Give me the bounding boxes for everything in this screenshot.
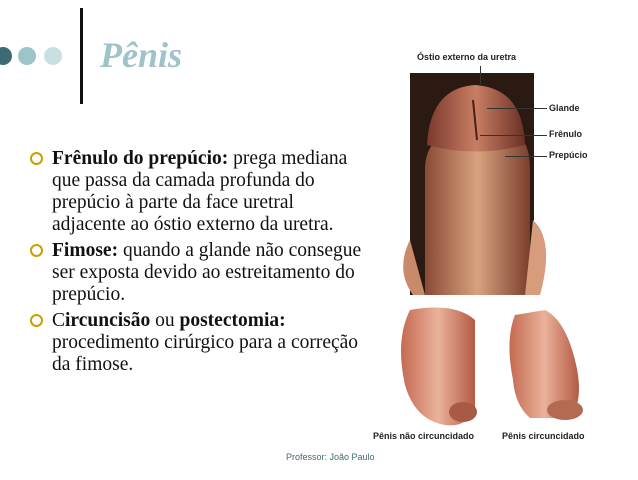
bullet-text: prega mediana que passa da camada profunda do prepúcio à parte da face uretral adjacente ao óstio externo da uretra. <box>52 148 348 235</box>
bullet-circle-icon <box>30 244 43 257</box>
bullet-term: postectomia: <box>179 310 286 331</box>
leader-frenulo <box>480 135 547 136</box>
label-ostio: Óstio externo da uretra <box>417 52 517 62</box>
slide-title: Pênis <box>100 35 183 75</box>
bullet-circle-icon <box>30 314 43 327</box>
title-divider <box>80 8 83 104</box>
dot-dark <box>0 47 12 65</box>
foreskin-tip <box>449 402 477 422</box>
leader-ostio <box>480 66 481 86</box>
label-circuncidado: Pênis circuncidado <box>502 431 585 441</box>
anatomy-illustration <box>365 40 638 452</box>
bullet-item-circuncisao <box>30 310 370 376</box>
bullet-circle-icon <box>30 152 43 165</box>
bullet-text: C <box>52 310 66 331</box>
bullet-term: ircuncisão <box>65 310 151 331</box>
label-frenulo: Frênulo <box>549 129 582 139</box>
leader-prepucio <box>505 156 547 157</box>
footer-credit: Professor: João Paulo <box>286 452 375 462</box>
bullet-text: ou <box>150 310 180 331</box>
decorative-dots <box>0 44 70 68</box>
label-prepucio: Prepúcio <box>549 150 588 160</box>
bullet-item-frenulo <box>30 148 370 236</box>
bullet-term: Fimose: <box>52 240 119 261</box>
bullet-term: Frênulo do prepúcio: <box>52 148 229 169</box>
leader-glande <box>487 108 547 109</box>
label-nao-circuncidado: Pênis não circuncidado <box>373 431 475 441</box>
bullet-list <box>30 148 370 380</box>
bullet-text: procedimento cirúrgico para a correção da fimose. <box>52 332 359 375</box>
bullet-item-fimose <box>30 240 370 306</box>
shaft-shape <box>425 135 530 295</box>
anatomy-figure <box>365 40 638 452</box>
label-glande: Glande <box>549 103 580 113</box>
dot-light <box>44 47 62 65</box>
bullet-text: quando a glande não consegue ser exposta devido ao estreitamento do prepúcio. <box>52 240 362 305</box>
dot-medium <box>18 47 36 65</box>
glans-exposed <box>547 400 583 420</box>
